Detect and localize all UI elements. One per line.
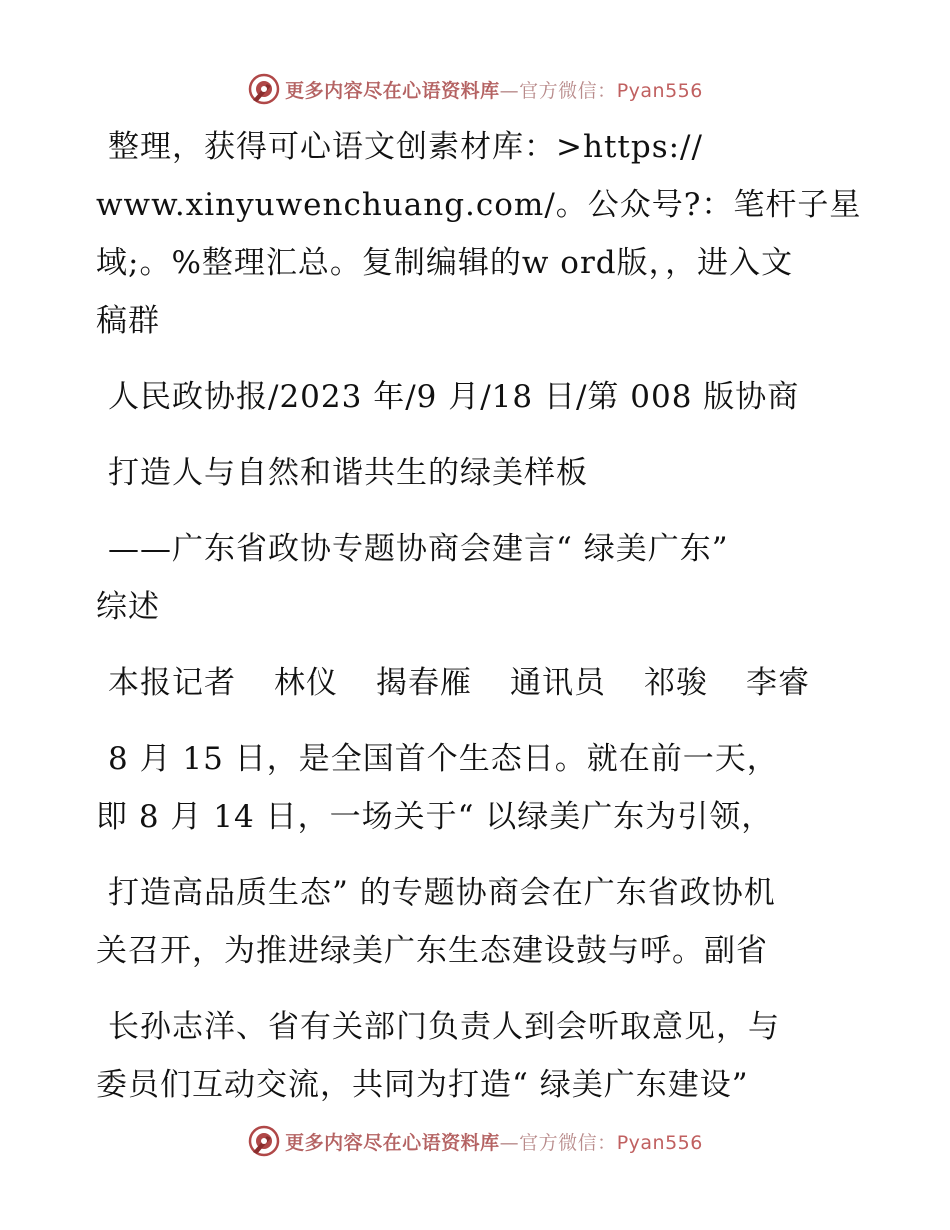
body-line-1: 8 月 15 日，是全国首个生态日。就在前一天， [108, 741, 779, 777]
body-line-3: 打造高品质生态” 的专题协商会在广东省政协机 [108, 875, 776, 911]
byline-label: 本报记者 [108, 665, 236, 701]
watermark-id: Pyan556 [616, 1131, 703, 1154]
intro-line-3: 域;。%整理汇总。复制编辑的w ord版，，进入文 [96, 245, 794, 281]
subtitle-line-1: ——广东省政协专题协商会建言“ 绿美广东” [108, 531, 729, 567]
watermark-main: 更多内容尽在心语资料库 [285, 1131, 500, 1154]
byline [96, 654, 856, 712]
subtitle-line-2: 综述 [96, 589, 160, 625]
intro-line-2: www.xinyuwenchuang.com/。公众号?：笔杆子星 [96, 187, 862, 223]
intro-line-1: 整理，获得可心语文创素材库：>https:// [108, 129, 703, 165]
watermark-header [0, 72, 950, 106]
watermark-id: Pyan556 [616, 79, 703, 102]
source-line: 人民政协报/2023 年/9 月/18 日/第 008 版协商 [108, 379, 800, 415]
body-line-6: 委员们互动交流，共同为打造“ 绿美广东建设” [96, 1067, 749, 1103]
watermark-main: 更多内容尽在心语资料库 [285, 79, 500, 102]
watermark-side: —官方微信： [499, 1131, 617, 1154]
body-line-2: 即 8 月 14 日，一场关于“ 以绿美广东为引领， [96, 799, 774, 835]
byline-name-4: 祁骏 [644, 665, 708, 701]
byline-name-5: 李睿 [746, 665, 810, 701]
watermark-side: —官方微信： [499, 79, 617, 102]
byline-name-2: 揭春雁 [376, 665, 472, 701]
byline-name-1: 林仪 [274, 665, 338, 701]
byline-name-3: 通讯员 [510, 665, 606, 701]
document-body [96, 118, 862, 1114]
body-line-5: 长孙志洋、省有关部门负责人到会听取意见，与 [108, 1009, 780, 1045]
watermark-text [285, 76, 703, 103]
intro-line-4: 稿群 [96, 303, 160, 339]
pen-circle-logo-icon [247, 72, 281, 106]
watermark-text [285, 1128, 703, 1155]
watermark-footer [0, 1124, 950, 1158]
body-line-4: 关召开，为推进绿美广东生态建设鼓与呼。副省 [96, 933, 768, 969]
pen-circle-logo-icon [247, 1124, 281, 1158]
headline: 打造人与自然和谐共生的绿美样板 [108, 455, 588, 491]
